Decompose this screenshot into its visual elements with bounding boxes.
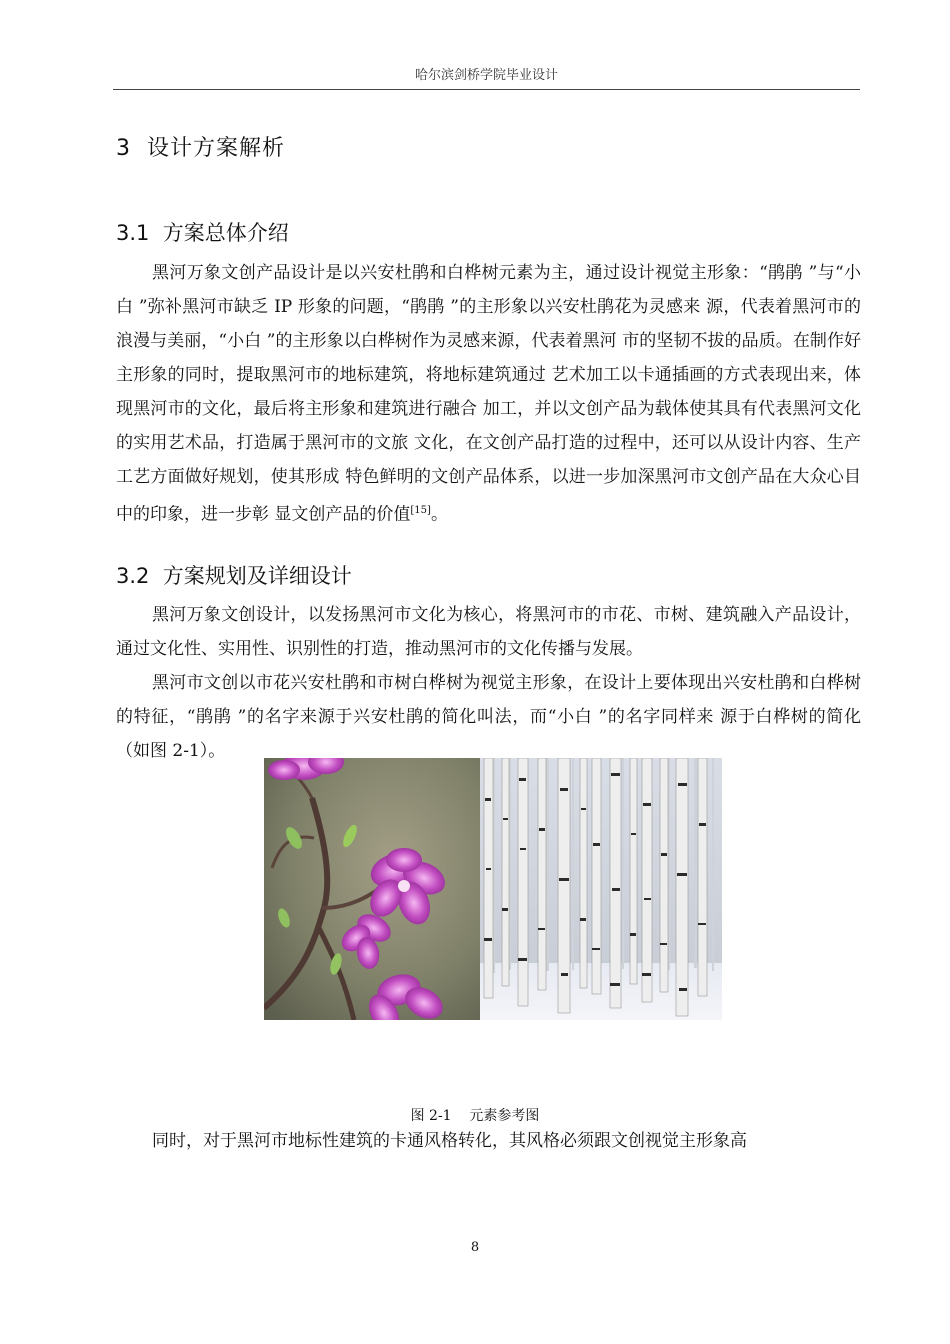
section-3-1-paragraph-text: 黑河万象文创产品设计是以兴安杜鹃和白桦树元素为主，通过设计视觉主形象：“鹃鹃 ”与“小白 ”弥补黑河市缺乏 IP 形象的问题，“鹃鹃 ”的主形象以兴安杜鹃花为灵感来 源，代表着黑河市的浪漫与美丽，“小白 ”的主形象以白桦树作为灵感来源，代表着黑河 市的坚韧不拔的品质。在制作好主形象的同时，提取黑河市的地标建筑，将地标建筑通过 艺术加工以卡通插画的方式表现出来，体现黑河市的文化，最后将主形象和建筑进行融合 加工，并以文创产品为载体使其具有代表黑河文化的实用艺术品，打造属于黑河市的文旅 文化，在文创产品打造的过程中，还可以从设计内容、生产工艺方面做好规划，使其形成 特色鲜明的文创产品体系，以进一步加深黑河市文创产品在大众心目中的印象，进一步彰 显文创产品的价值 xyxy=(116,263,861,525)
header-rule xyxy=(113,89,860,90)
page-header: 哈尔滨剑桥学院毕业设计 xyxy=(414,68,558,83)
section-3-1-heading xyxy=(116,217,289,247)
rhododendron-photo xyxy=(264,758,480,1020)
page-number: 8 xyxy=(470,1240,480,1255)
section-3-1-title: 方案总体介绍 xyxy=(162,221,289,245)
section-3-1-paragraph xyxy=(116,256,861,532)
section-3-2-title: 方案规划及详细设计 xyxy=(162,564,352,588)
section-3-2-number: 3.2 xyxy=(116,564,150,588)
chapter-heading xyxy=(116,131,285,162)
continuation-paragraph: 同时，对于黑河市地标性建筑的卡通风格转化，其风格必须跟文创视觉主形象高 xyxy=(152,1131,747,1151)
figure-caption-label: 图 2-1 xyxy=(410,1108,452,1124)
figure-caption-text: 元素参考图 xyxy=(469,1108,540,1124)
citation-15: [15] xyxy=(410,505,431,516)
section-3-1-paragraph-end: 。 xyxy=(430,504,448,525)
section-3-2-heading xyxy=(116,560,352,590)
section-3-1-number: 3.1 xyxy=(116,221,150,245)
figure-caption xyxy=(0,1105,950,1125)
reference-figure xyxy=(264,758,722,1020)
section-3-2-paragraph-2: 黑河市文创以市花兴安杜鹃和市树白桦树为视觉主形象，在设计上要体现出兴安杜鹃和白桦树的特征，“鹃鹃 ”的名字来源于兴安杜鹃的简化叫法，而“小白 ”的名字同样来 源于白桦树的简化（如图 2-1）。 xyxy=(116,673,861,761)
birch-forest-photo xyxy=(480,758,722,1020)
chapter-title: 设计方案解析 xyxy=(147,136,286,161)
chapter-number: 3 xyxy=(116,136,131,161)
section-3-2-paragraph-1: 黑河万象文创设计，以发扬黑河市文化为核心，将黑河市的市花、市树、建筑融入产品设计，通过文化性、实用性、识别性的打造，推动黑河市的文化传播与发展。 xyxy=(116,605,861,659)
